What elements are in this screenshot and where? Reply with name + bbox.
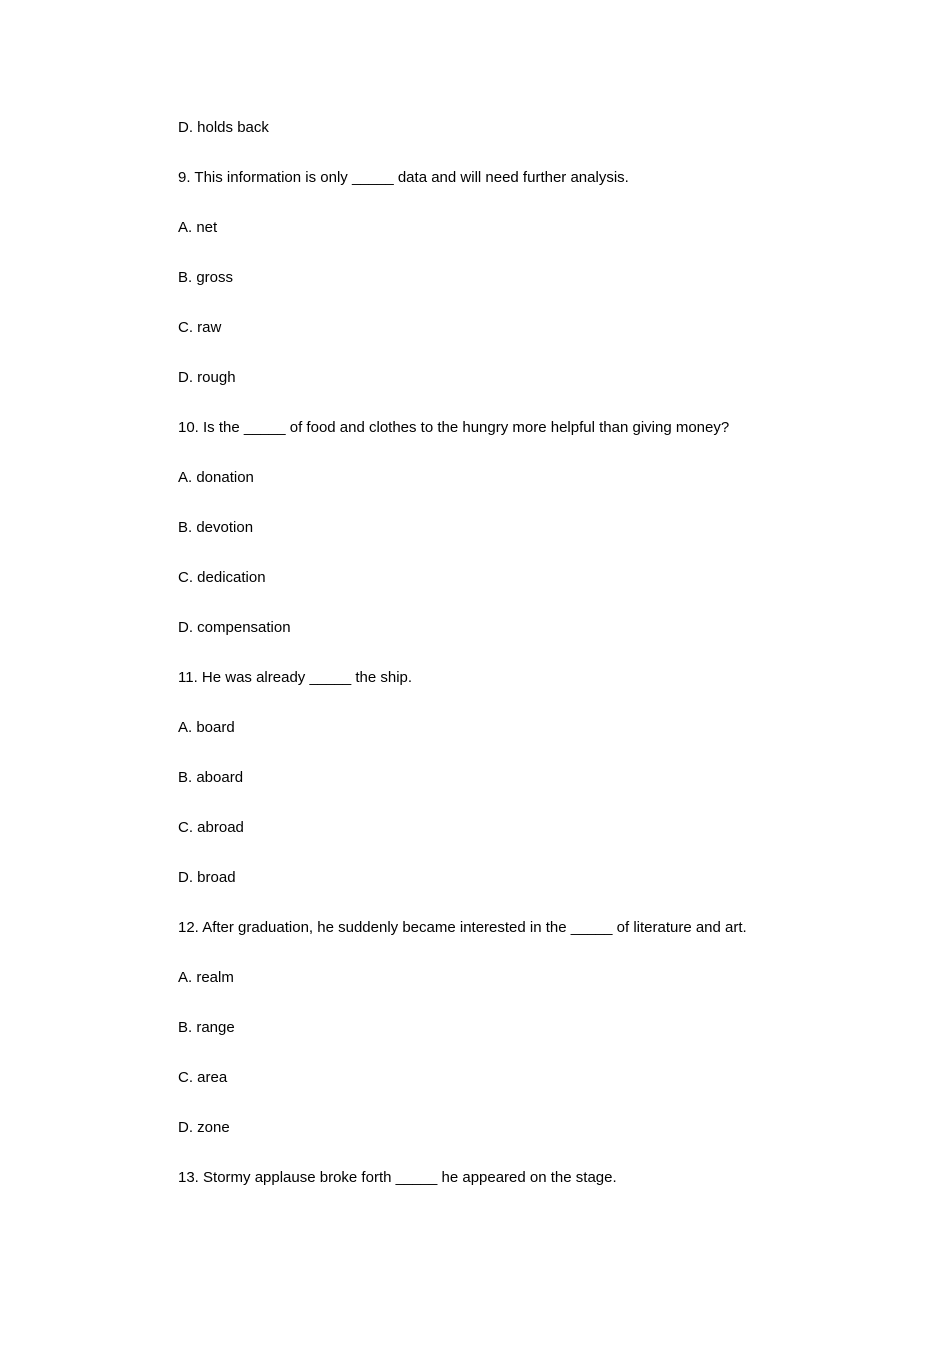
option-10b: B. devotion xyxy=(178,519,254,536)
question-12: 12. After graduation, he suddenly became interested in the _____ of literature and art. xyxy=(178,919,747,936)
option-9d: D. rough xyxy=(178,369,236,386)
option-12b: B. range xyxy=(178,1019,235,1036)
option-9b: B. gross xyxy=(178,269,234,286)
option-10c: C. dedication xyxy=(178,569,266,586)
option-11a: A. board xyxy=(178,719,235,736)
question-9: 9. This information is only _____ data and will need further analysis. xyxy=(178,169,629,186)
option-11d: D. broad xyxy=(178,869,236,886)
option-11c: C. abroad xyxy=(178,819,244,836)
option-10d: D. compensation xyxy=(178,619,291,636)
option-12d: D. zone xyxy=(178,1119,230,1136)
option-12c: C. area xyxy=(178,1069,228,1086)
option-8d: D. holds back xyxy=(178,119,269,136)
question-11: 11. He was already _____ the ship. xyxy=(178,669,413,686)
question-10: 10. Is the _____ of food and clothes to the hungry more helpful than giving money? xyxy=(178,419,730,436)
option-11b: B. aboard xyxy=(178,769,244,786)
question-list xyxy=(178,118,878,1218)
option-12a: A. realm xyxy=(178,969,234,986)
option-9c: C. raw xyxy=(178,319,222,336)
question-13: 13. Stormy applause broke forth _____ he appeared on the stage. xyxy=(178,1169,617,1186)
option-10a: A. donation xyxy=(178,469,254,486)
option-9a: A. net xyxy=(178,219,218,236)
